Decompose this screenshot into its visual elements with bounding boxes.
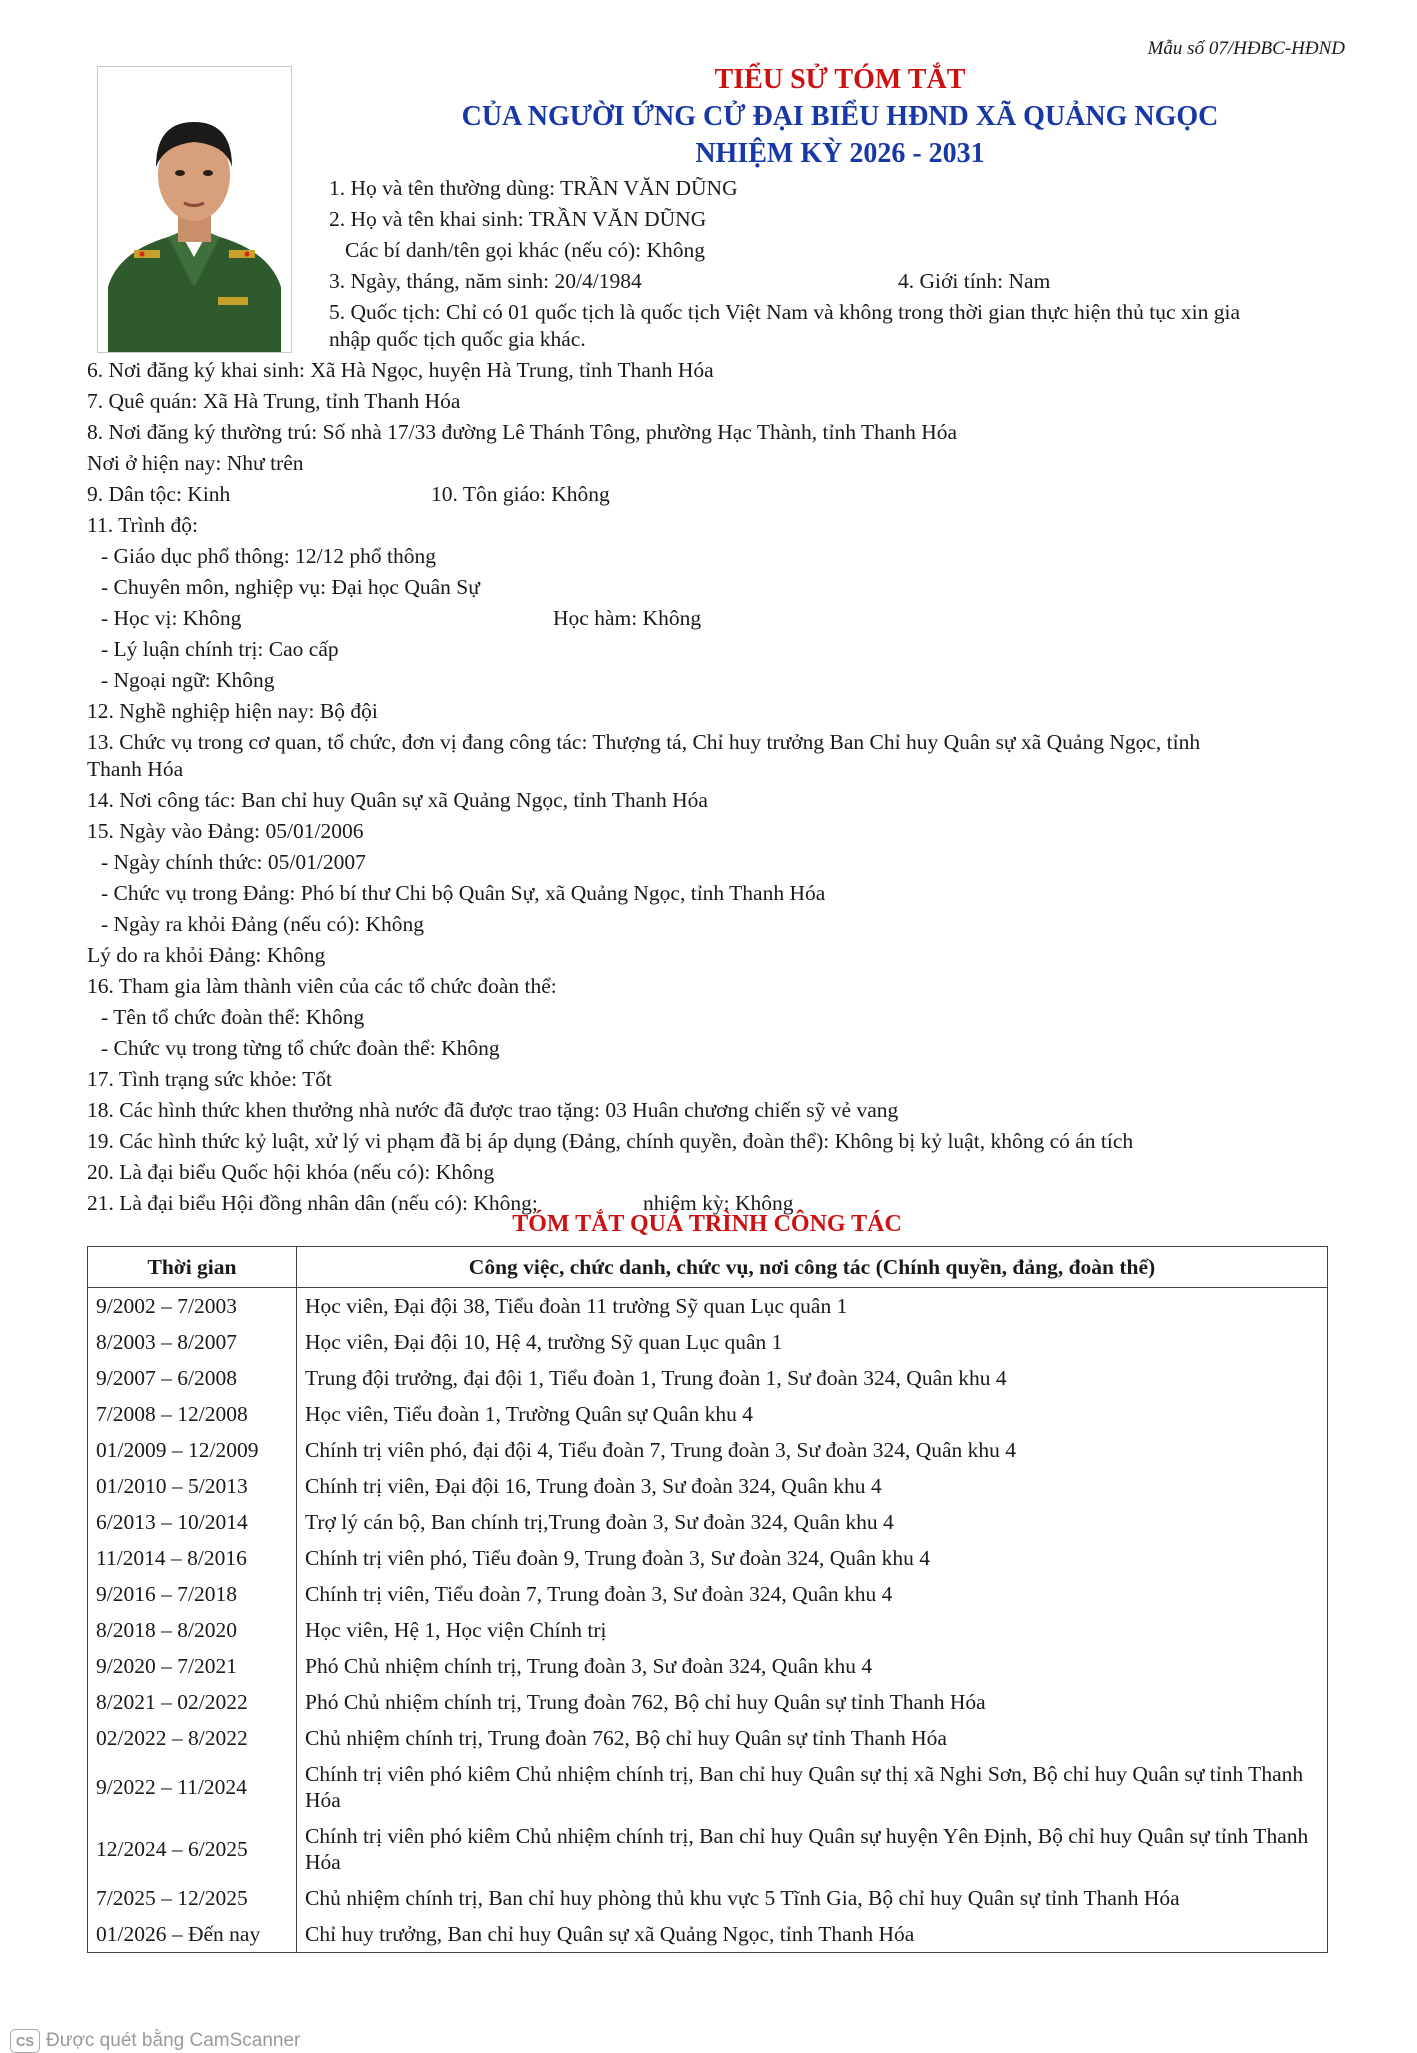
document-title: TIỂU SỬ TÓM TẮT: [714, 64, 966, 95]
row-time: 8/2021 – 02/2022: [88, 1684, 297, 1720]
scanner-watermark: [10, 2029, 300, 2053]
row-time: 02/2022 – 8/2022: [88, 1720, 297, 1756]
row-job: Chính trị viên phó, đại đội 4, Tiểu đoàn 7, Trung đoàn 3, Sư đoàn 324, Quân khu 4: [297, 1432, 1328, 1468]
column-header-job: Công việc, chức danh, chức vụ, nơi công tác (Chính quyền, đảng, đoàn thể): [297, 1247, 1328, 1288]
row-time: 01/2026 – Đến nay: [88, 1916, 297, 1953]
item-7-hometown: 7. Quê quán: Xã Hà Trung, tỉnh Thanh Hóa: [87, 389, 461, 413]
item-5-nationality: 5. Quốc tịch: Chỉ có 01 quốc tịch là quốc tịch Việt Nam và không trong thời gian thực hiện thủ tục xin gia: [329, 300, 1241, 324]
row-job: Học viên, Đại đội 10, Hệ 4, trường Sỹ quan Lục quân 1: [297, 1324, 1328, 1360]
row-time: 9/2007 – 6/2008: [88, 1360, 297, 1396]
row-job: Phó Chủ nhiệm chính trị, Trung đoàn 3, Sư đoàn 324, Quân khu 4: [297, 1648, 1328, 1684]
row-time: 8/2003 – 8/2007: [88, 1324, 297, 1360]
row-time: 11/2014 – 8/2016: [88, 1540, 297, 1576]
item-21-people-council: 21. Là đại biểu Hội đồng nhân dân (nếu có): Không;: [87, 1191, 538, 1215]
form-code: Mẫu số 07/HĐBC-HĐND: [1147, 38, 1345, 59]
row-time: 12/2024 – 6/2025: [88, 1818, 297, 1880]
column-header-time: Thời gian: [88, 1247, 297, 1288]
table-row: [88, 1648, 1328, 1684]
row-job: Học viên, Đại đội 38, Tiểu đoàn 11 trường Sỹ quan Lục quân 1: [297, 1288, 1328, 1325]
table-row: [88, 1818, 1328, 1880]
item-19-discipline: 19. Các hình thức kỷ luật, xử lý vi phạm đã bị áp dụng (Đảng, chính quyền, đoàn thể): Không bị kỷ luật, không có án tích: [87, 1129, 1134, 1153]
row-time: 7/2025 – 12/2025: [88, 1880, 297, 1916]
table-row: [88, 1504, 1328, 1540]
item-15-party-exit-date: - Ngày ra khỏi Đảng (nếu có): Không: [101, 912, 425, 936]
item-14-workplace: 14. Nơi công tác: Ban chỉ huy Quân sự xã Quảng Ngọc, tỉnh Thanh Hóa: [87, 788, 708, 812]
table-row: [88, 1396, 1328, 1432]
table-row: [88, 1916, 1328, 1953]
row-job: Chính trị viên phó kiêm Chủ nhiệm chính trị, Ban chỉ huy Quân sự thị xã Nghi Sơn, Bộ chỉ huy Quân sự tỉnh Thanh Hóa: [297, 1756, 1328, 1818]
item-15-party-entry-date: 15. Ngày vào Đảng: 05/01/2006: [87, 819, 364, 843]
table-row: [88, 1576, 1328, 1612]
document-subtitle: CỦA NGƯỜI ỨNG CỬ ĐẠI BIỂU HĐND XÃ QUẢNG NGỌC: [461, 101, 1219, 132]
table-row: [88, 1360, 1328, 1396]
item-10-religion: 10. Tôn giáo: Không: [431, 482, 610, 506]
row-time: 01/2010 – 5/2013: [88, 1468, 297, 1504]
row-time: 9/2016 – 7/2018: [88, 1576, 297, 1612]
item-11-education-heading: 11. Trình độ:: [87, 513, 198, 537]
row-job: Chủ nhiệm chính trị, Ban chỉ huy phòng thủ khu vực 5 Tĩnh Gia, Bộ chỉ huy Quân sự tỉnh Thanh Hóa: [297, 1880, 1328, 1916]
item-9-ethnicity: 9. Dân tộc: Kinh: [87, 482, 231, 506]
item-16-organizations: 16. Tham gia làm thành viên của các tổ chức đoàn thể:: [87, 974, 557, 998]
row-job: Chỉ huy trưởng, Ban chỉ huy Quân sự xã Quảng Ngọc, tỉnh Thanh Hóa: [297, 1916, 1328, 1953]
item-1-common-name: 1. Họ và tên thường dùng: TRẦN VĂN DŨNG: [329, 176, 738, 200]
table-row: [88, 1720, 1328, 1756]
row-job: Trung đội trưởng, đại đội 1, Tiểu đoàn 1, Trung đoàn 1, Sư đoàn 324, Quân khu 4: [297, 1360, 1328, 1396]
table-row: [88, 1432, 1328, 1468]
item-15-party-position: - Chức vụ trong Đảng: Phó bí thư Chi bộ Quân Sự, xã Quảng Ngọc, tỉnh Thanh Hóa: [101, 881, 826, 905]
item-2-aliases: Các bí danh/tên gọi khác (nếu có): Không: [345, 238, 706, 262]
item-13-position: 13. Chức vụ trong cơ quan, tổ chức, đơn vị đang công tác: Thượng tá, Chỉ huy trưởng Ban Chỉ huy Quân sự xã Quảng Ngọc, tỉnh: [87, 730, 1201, 754]
row-job: Chính trị viên phó kiêm Chủ nhiệm chính trị, Ban chỉ huy Quân sự huyện Yên Định, Bộ chỉ huy Quân sự tỉnh Thanh Hóa: [297, 1818, 1328, 1880]
table-row: [88, 1540, 1328, 1576]
table-row: [88, 1468, 1328, 1504]
item-11-academic-title: Học hàm: Không: [553, 606, 702, 630]
row-time: 6/2013 – 10/2014: [88, 1504, 297, 1540]
item-4-gender: 4. Giới tính: Nam: [898, 269, 1051, 293]
item-5-nationality-cont: nhập quốc tịch quốc gia khác.: [329, 327, 586, 351]
row-time: 9/2002 – 7/2003: [88, 1288, 297, 1325]
document-term: NHIỆM KỲ 2026 - 2031: [695, 138, 985, 169]
work-history-title: TÓM TẮT QUÁ TRÌNH CÔNG TÁC: [512, 1211, 902, 1237]
row-time: 9/2020 – 7/2021: [88, 1648, 297, 1684]
item-11-specialization: - Chuyên môn, nghiệp vụ: Đại học Quân Sự: [101, 575, 480, 599]
table-row: [88, 1288, 1328, 1325]
table-row: [88, 1324, 1328, 1360]
item-11-degree: - Học vị: Không: [101, 606, 242, 630]
item-17-health: 17. Tình trạng sức khỏe: Tốt: [87, 1067, 332, 1091]
item-6-birth-registration: 6. Nơi đăng ký khai sinh: Xã Hà Ngọc, huyện Hà Trung, tỉnh Thanh Hóa: [87, 358, 714, 382]
row-time: 9/2022 – 11/2024: [88, 1756, 297, 1818]
table-row: [88, 1684, 1328, 1720]
row-job: Học viên, Tiểu đoàn 1, Trường Quân sự Quân khu 4: [297, 1396, 1328, 1432]
item-15-party-exit-reason: Lý do ra khỏi Đảng: Không: [87, 943, 326, 967]
table-row: [88, 1756, 1328, 1818]
item-11-foreign-language: - Ngoại ngữ: Không: [101, 668, 275, 692]
row-job: Chủ nhiệm chính trị, Trung đoàn 762, Bộ chỉ huy Quân sự tỉnh Thanh Hóa: [297, 1720, 1328, 1756]
row-job: Học viên, Hệ 1, Học viện Chính trị: [297, 1612, 1328, 1648]
row-job: Phó Chủ nhiệm chính trị, Trung đoàn 762, Bộ chỉ huy Quân sự tỉnh Thanh Hóa: [297, 1684, 1328, 1720]
portrait-photo: [97, 66, 292, 353]
row-time: 7/2008 – 12/2008: [88, 1396, 297, 1432]
item-16-organization-name: - Tên tổ chức đoàn thể: Không: [101, 1005, 365, 1029]
row-time: 01/2009 – 12/2009: [88, 1432, 297, 1468]
item-12-occupation: 12. Nghề nghiệp hiện nay: Bộ đội: [87, 699, 378, 723]
scanner-watermark-text: Được quét bằng CamScanner: [46, 2030, 301, 2051]
work-history-table: [87, 1246, 1328, 1953]
row-time: 8/2018 – 8/2020: [88, 1612, 297, 1648]
row-job: Chính trị viên, Tiểu đoàn 7, Trung đoàn 3, Sư đoàn 324, Quân khu 4: [297, 1576, 1328, 1612]
item-2-birth-name: 2. Họ và tên khai sinh: TRẦN VĂN DŨNG: [329, 207, 707, 231]
item-21-term: nhiệm kỳ: Không: [643, 1191, 794, 1215]
row-job: Chính trị viên, Đại đội 16, Trung đoàn 3, Sư đoàn 324, Quân khu 4: [297, 1468, 1328, 1504]
item-8-permanent-residence: 8. Nơi đăng ký thường trú: Số nhà 17/33 đường Lê Thánh Tông, phường Hạc Thành, tỉnh Thanh Hóa: [87, 420, 958, 444]
item-16-organization-role: - Chức vụ trong từng tổ chức đoàn thể: Không: [101, 1036, 500, 1060]
item-13-position-cont: Thanh Hóa: [87, 757, 184, 781]
item-18-awards: 18. Các hình thức khen thưởng nhà nước đã được trao tặng: 03 Huân chương chiến sỹ vẻ vang: [87, 1098, 899, 1122]
row-job: Chính trị viên phó, Tiểu đoàn 9, Trung đoàn 3, Sư đoàn 324, Quân khu 4: [297, 1540, 1328, 1576]
table-row: [88, 1612, 1328, 1648]
item-8-current-residence: Nơi ở hiện nay: Như trên: [87, 451, 304, 475]
table-row: [88, 1880, 1328, 1916]
item-11-general-education: - Giáo dục phổ thông: 12/12 phổ thông: [101, 544, 437, 568]
row-job: Trợ lý cán bộ, Ban chính trị,Trung đoàn 3, Sư đoàn 324, Quân khu 4: [297, 1504, 1328, 1540]
item-11-political-theory: - Lý luận chính trị: Cao cấp: [101, 637, 339, 661]
table-header-row: [88, 1247, 1328, 1288]
item-20-national-assembly: 20. Là đại biểu Quốc hội khóa (nếu có): Không: [87, 1160, 495, 1184]
camscanner-logo-icon: CS: [10, 2029, 40, 2053]
item-15-official-date: - Ngày chính thức: 05/01/2007: [101, 850, 366, 874]
item-3-date-of-birth: 3. Ngày, tháng, năm sinh: 20/4/1984: [329, 269, 642, 293]
